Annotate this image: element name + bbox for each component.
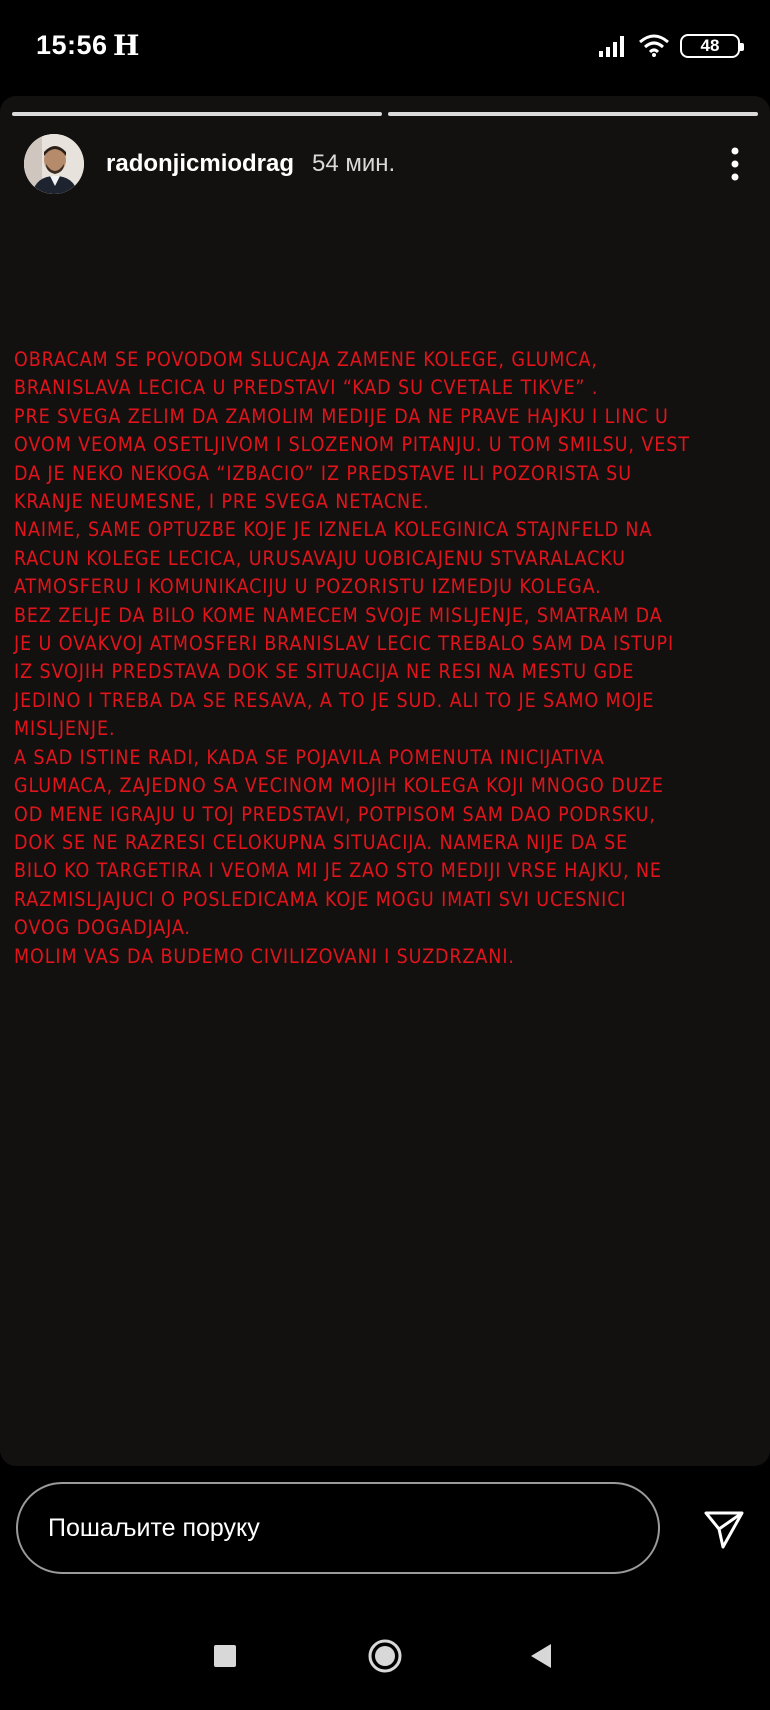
status-time: 15:56 [36,30,108,60]
story-text-line: DOK SE NE RAZRESI CELOKUPNA SITUACIJA. NAMERA NIJE DA SE [14,830,629,854]
story-text-line: NAIME, SAME OPTUZBE KOJE JE IZNELA KOLEGINICA STAJNFELD NA [14,518,653,542]
story-text-line: DA JE NEKO NEKOGA “IZBACIO” IZ PREDSTAVE ILI POZORISTA SU [14,461,632,485]
story-text-line: RACUN KOLEGE LECICA, URUSAVAJU UOBICAJENU STVARALACKU [14,546,626,570]
recents-button[interactable] [200,1631,250,1681]
wifi-icon [638,34,670,58]
home-icon [367,1638,403,1674]
message-input[interactable] [16,1482,660,1574]
story-progress-segment [12,112,382,116]
status-icons [598,30,740,62]
story-progress-segment [388,112,758,116]
story-text-line: A SAD ISTINE RADI, KADA SE POJAVILA POMENUTA INICIJATIVA [14,745,605,769]
story-time: 54 мин. [312,150,396,177]
back-icon [529,1643,553,1669]
home-button[interactable] [360,1631,410,1681]
more-vertical-icon [730,147,740,181]
story-text-line: BEZ ZELJE DA BILO KOME NAMECEM SVOJE MISLJENJE, SMATRAM DA [14,603,663,627]
app-notification-icon: H [113,29,140,62]
status-bar [0,0,770,96]
signal-icon [598,35,628,57]
story-text-line: OVOM VEOMA OSETLJIVOM I SLOZENOM PITANJU. U TOM SMILSU, VEST [14,433,690,457]
reply-bar [0,1466,770,1596]
story-text-line: JEDINO I TREBA DA SE RESAVA, A TO JE SUD. ALI TO JE SAMO MOJE [14,688,655,712]
story-text-line: MISLJENJE. [14,717,116,741]
story-text-line: OD MENE IGRAJU U TOJ PREDSTAVI, POTPISOM SAM DAO PODRSKU, [14,802,656,826]
send-icon [703,1510,745,1550]
story-text-line: PRE SVEGA ZELIM DA ZAMOLIM MEDIJE DA NE PRAVE HAJKU I LINC U [14,404,669,428]
story-text-line: OBRACAM SE POVODOM SLUCAJA ZAMENE KOLEGE, GLUMCA, [14,348,598,371]
story-text-line: ATMOSFERU I KOMUNIKACIJU U POZORISTU IZMEDJU KOLEGA. [14,575,602,599]
back-button[interactable] [516,1631,566,1681]
story-view[interactable] [0,96,770,1466]
story-text-body [14,346,754,971]
story-text-line: RAZMISLJAJUCI O POSLEDICAMA KOJE MOGU IMATI SVI UCESNICI [14,887,627,911]
avatar[interactable] [24,134,84,194]
more-options-button[interactable] [720,134,750,194]
story-text-line: GLUMACA, ZAJEDNO SA VECINOM MOJIH KOLEGA KOJI MNOGO DUZE [14,774,664,798]
story-username[interactable]: radonjicmiodrag [106,150,295,177]
system-nav-bar [0,1596,770,1710]
send-button[interactable] [700,1506,748,1554]
avatar-image [24,134,84,194]
recents-icon [213,1644,237,1668]
story-text-line: IZ SVOJIH PREDSTAVA DOK SE SITUACIJA NE RESI NA MESTU GDE [14,660,635,684]
story-header [24,134,750,194]
story-text-line: OVOG DOGADJAJA. [14,916,191,940]
story-progress-bar [12,112,758,116]
battery-level: 48 [700,36,720,55]
story-text-line: MOLIM VAS DA BUDEMO CIVILIZOVANI I SUZDRZANI. [14,944,515,968]
battery-icon [680,34,740,58]
story-text-line: JE U OVAKVOJ ATMOSFERI BRANISLAV LECIC TREBALO SAM DA ISTUPI [14,632,675,656]
story-text-line: BILO KO TARGETIRA I VEOMA MI JE ZAO STO MEDIJI VRSE HAJKU, NE [14,859,662,883]
story-text-line: BRANISLAVA LECICA U PREDSTAVI “KAD SU CVETALE TIKVE” . [14,376,599,400]
story-text-line: KRANJE NEUMESNE, I PRE SVEGA NETACNE. [14,490,430,514]
